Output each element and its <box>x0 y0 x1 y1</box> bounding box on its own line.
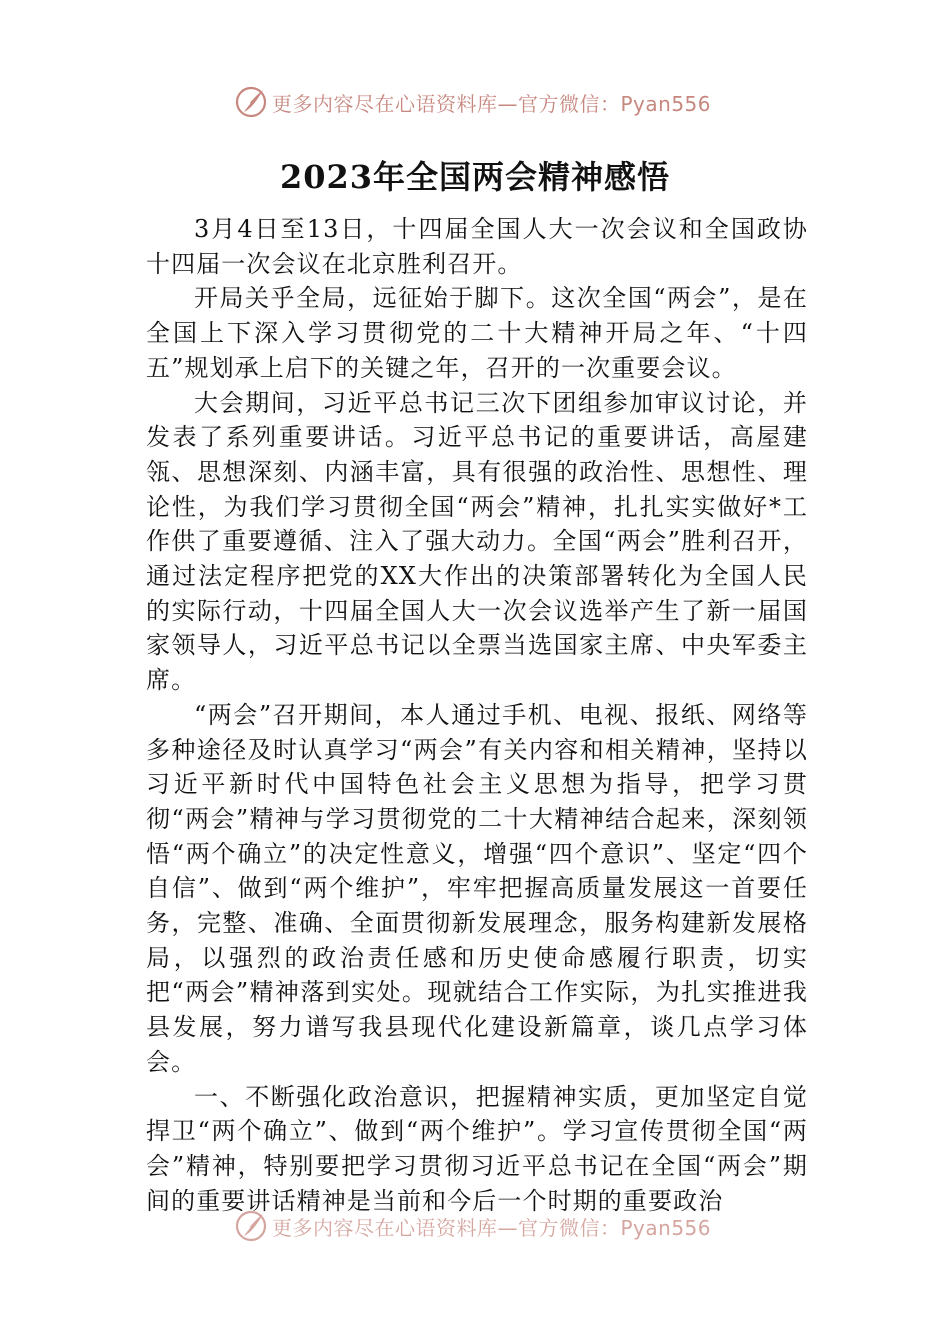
paragraph-2: 开局关乎全局，远征始于脚下。这次全国“两会”，是在全国上下深入学习贯彻党的二十大精神开局之年、“十四五”规划承上启下的关键之年，召开的一次重要会议。 <box>146 284 808 382</box>
paragraph-4: “两会”召开期间，本人通过手机、电视、报纸、网络等多种途径及时认真学习“两会”有关内容和相关精神，坚持以习近平新时代中国特色社会主义思想为指导，把学习贯彻“两会”精神与学习贯彻党的二十大精神结合起来，深刻领悟“两个确立”的决定性意义，增强“四个意识”、坚定“四个自信”、做到“两个维护”，牢牢把握高质量发展这一首要任务，完整、准确、全面贯彻新发展理念，服务构建新发展格局，以强烈的政治责任感和历史使命感履行职责，切实把“两会”精神落到实处。现就结合工作实际，为扎实推进我县发展，努力谱写我县现代化建设新篇章，谈几点学习体会。 <box>146 700 808 1076</box>
watermark-text: 更多内容尽在心语资料库—官方微信：Pyan556 <box>272 1215 712 1240</box>
paragraph-5: 一、不断强化政治意识，把握精神实质，更加坚定自觉捍卫“两个确立”、做到“两个维护”。学习宣传贯彻全国“两会”精神，特别要把学习贯彻习近平总书记在全国“两会”期间的重要讲话精神是当前和今后一个时期的重要政治 <box>146 1082 808 1215</box>
feather-logo-icon <box>234 85 268 119</box>
paragraph-1: 3月4日至13日，十四届全国人大一次会议和全国政协十四届一次会议在北京胜利召开。 <box>146 215 808 278</box>
watermark-banner-bottom <box>234 1208 734 1244</box>
paragraph-3: 大会期间，习近平总书记三次下团组参加审议讨论，并发表了系列重要讲话。习近平总书记的重要讲话，高屋建瓴、思想深刻、内涵丰富，具有很强的政治性、思想性、理论性，为我们学习贯彻全国“两会”精神，扎扎实实做好*工作供了重要遵循、注入了强大动力。全国“两会”胜利召开，通过法定程序把党的XX大作出的决策部署转化为全国人民的实际行动，十四届全国人大一次会议选举产生了新一届国家领导人，习近平总书记以全票当选国家主席、中央军委主席。 <box>146 388 808 695</box>
watermark-text: 更多内容尽在心语资料库—官方微信：Pyan556 <box>272 91 712 116</box>
document-body <box>146 212 808 1218</box>
watermark-banner-top <box>234 84 734 120</box>
document-title: 2023年全国两会精神感悟 <box>279 158 671 196</box>
feather-logo-icon <box>234 1209 268 1243</box>
